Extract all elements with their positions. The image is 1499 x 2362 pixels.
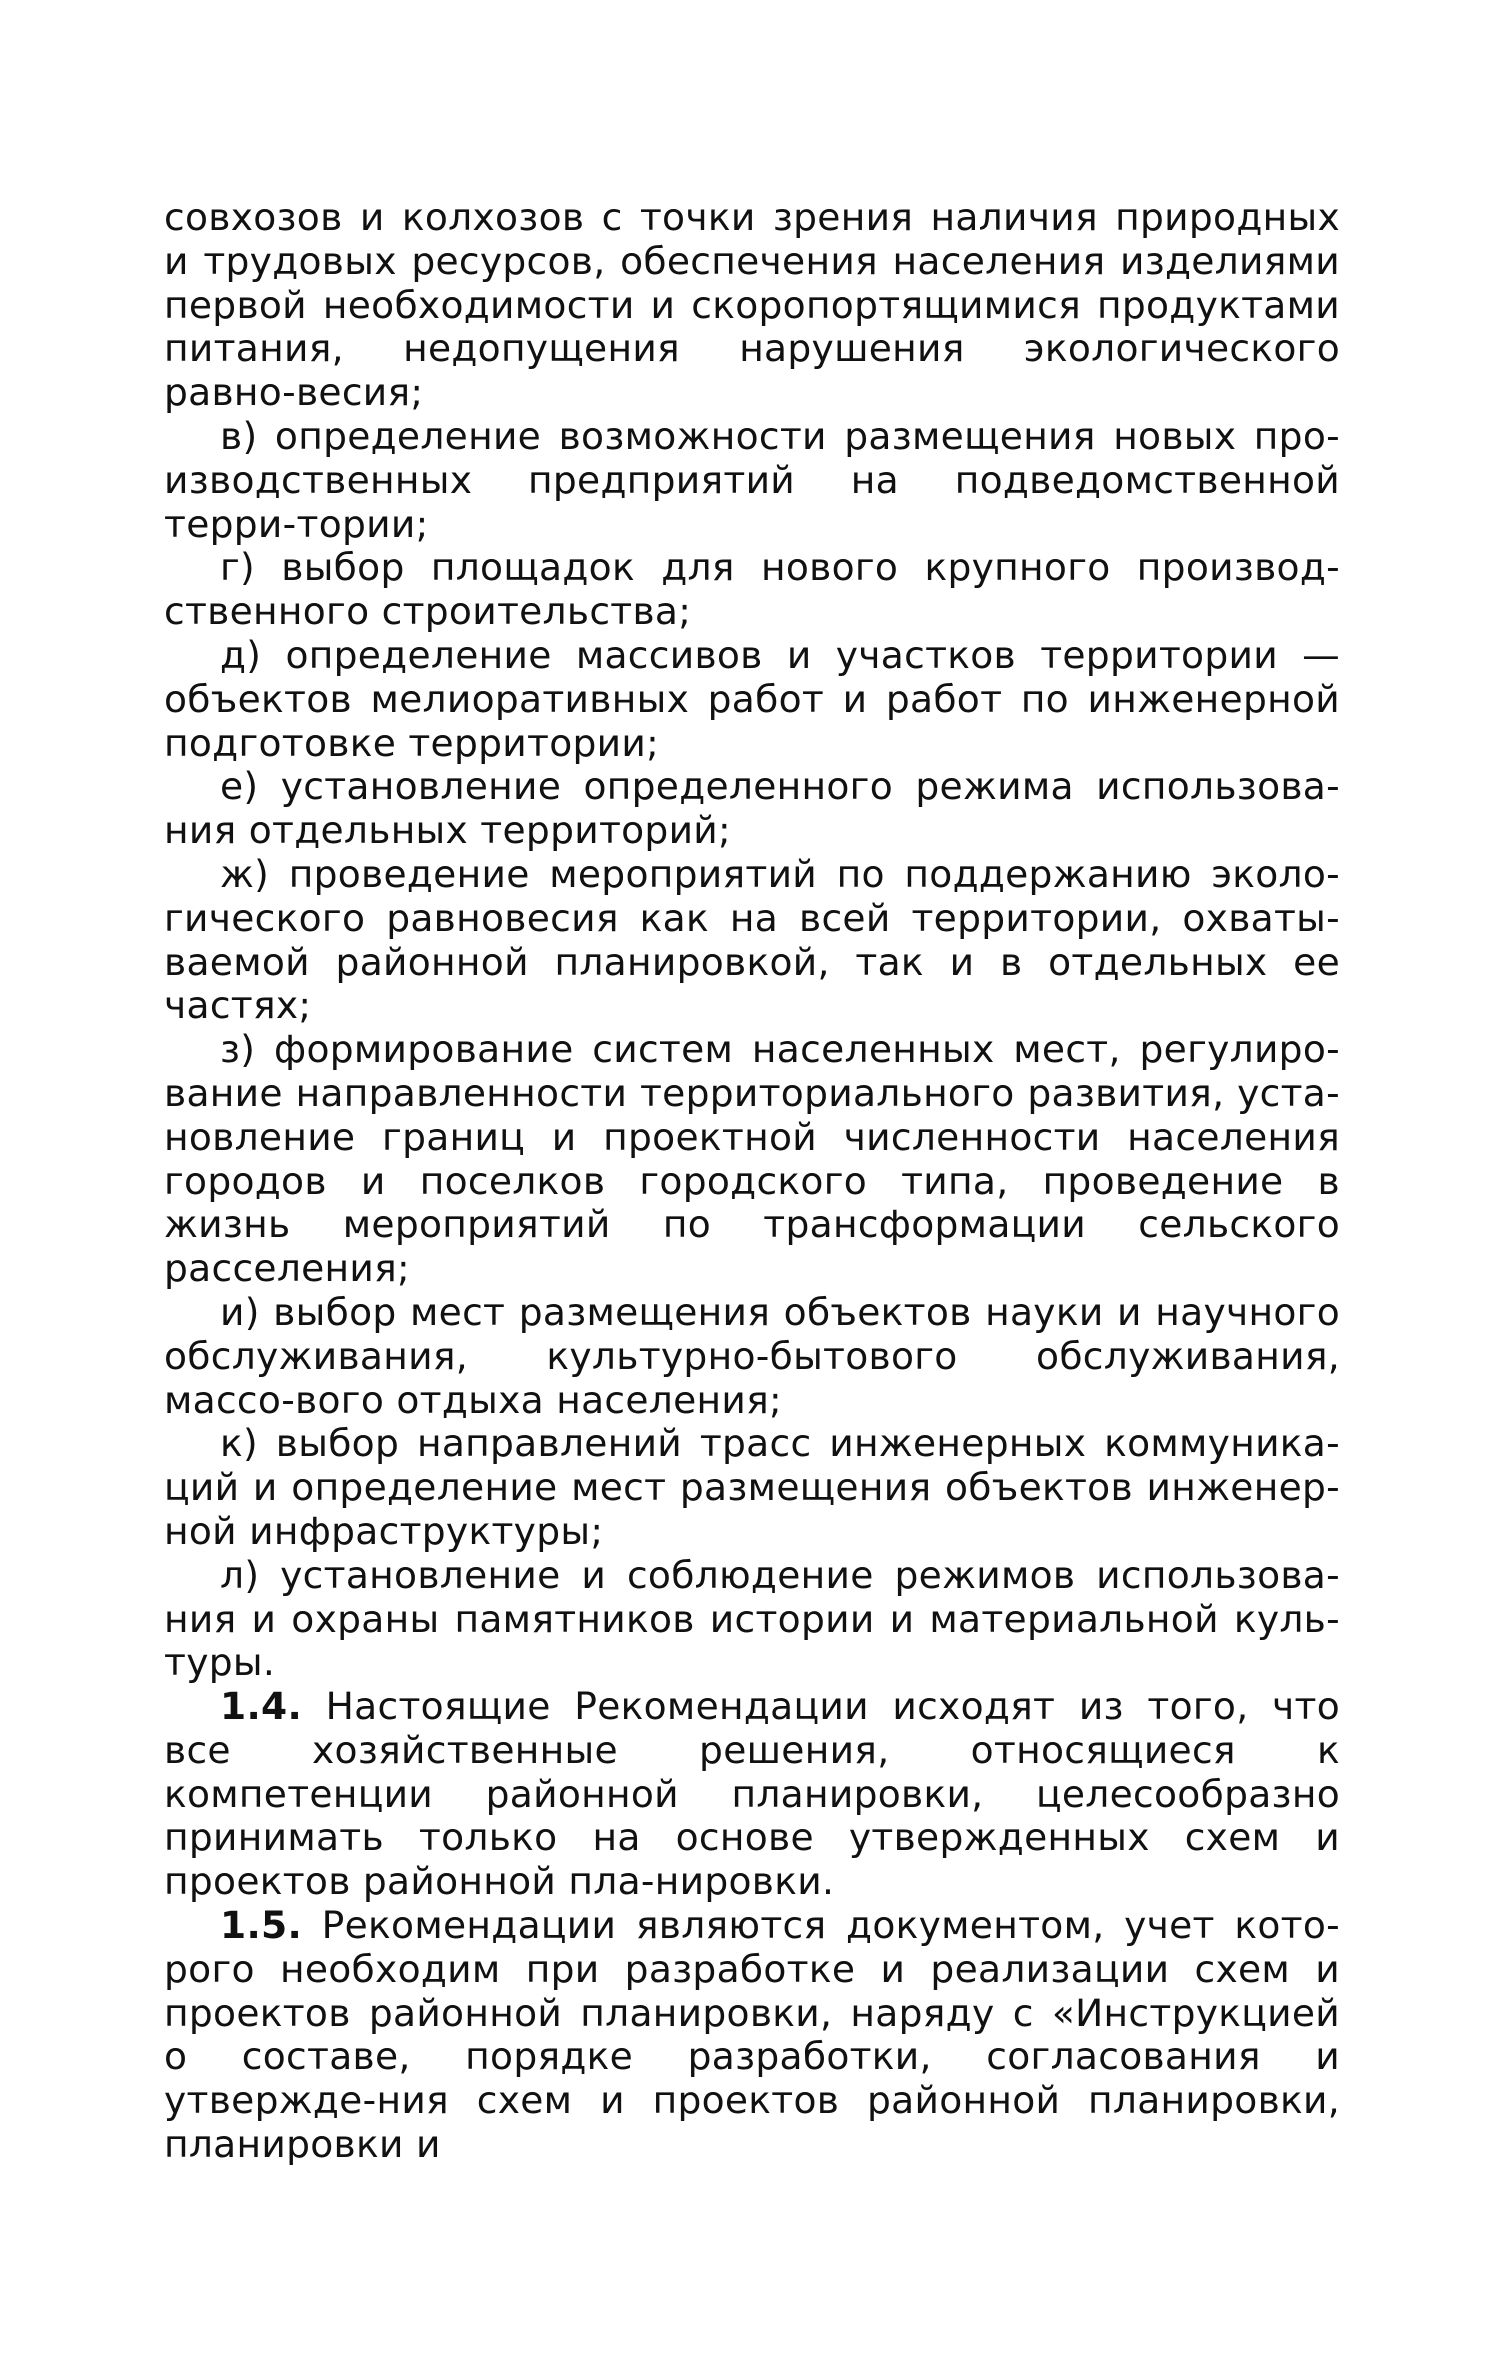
- paragraph-item-e: [164, 765, 1340, 853]
- paragraph-text: ж) проведение мероприятий по поддержанию эколо-гического равновесия как на всей территории, охваты-ваемой районной планировкой, так и в отдельных ее частях;: [164, 851, 1340, 1028]
- document-page: [164, 196, 1340, 2167]
- paragraph-text: совхозов и колхозов с точки зрения наличия природных и трудовых ресурсов, обеспечения населения изделиями первой необходимости и скоропортящимися продуктами питания, недопущения нарушения экологического равно-весия;: [164, 195, 1340, 415]
- paragraph-text: г) выбор площадок для нового крупного производ-ственного строительства;: [164, 545, 1340, 634]
- paragraph-text: к) выбор направлений трасс инженерных коммуника-ций и определение мест размещения объектов инженер-ной инфраструктуры;: [164, 1421, 1340, 1553]
- paragraph-item-zh: [164, 853, 1340, 1028]
- paragraph-item-l: [164, 1554, 1340, 1685]
- paragraph-item-z: [164, 1028, 1340, 1291]
- paragraph-text: е) установление определенного режима использова-ния отдельных территорий;: [164, 764, 1340, 853]
- paragraph-text: Рекомендации являются документом, учет кото-рого необходим при разработке и реализации схем и проектов районной планировки, наряду с «Инструкцией о составе, порядке разработки, согласования и утвержде-ния схем и проектов районной планировки, планировки и: [164, 1903, 1340, 2167]
- paragraph-text: в) определение возможности размещения новых про-изводственных предприятий на подведомственной терри-тории;: [164, 413, 1340, 546]
- paragraph-item-d: [164, 634, 1340, 765]
- paragraph-item-v: [164, 415, 1340, 546]
- paragraph-item-k: [164, 1422, 1340, 1553]
- paragraph-text: з) формирование систем населенных мест, регулиро-вание направленности территориального развития, уста-новление границ и проектной численности населения городов и поселков городского типа, проведение в жизнь мероприятий по трансформации сельского расселения;: [164, 1027, 1340, 1291]
- paragraph-continuation: [164, 196, 1340, 415]
- paragraph-text: д) определение массивов и участков территории — объектов мелиоративных работ и работ по инженерной подготовке территории;: [164, 632, 1340, 765]
- section-number: 1.4.: [220, 1684, 303, 1729]
- paragraph-text: Настоящие Рекомендации исходят из того, что все хозяйственные решения, относящиеся к компетенции районной планировки, целесообразно принимать только на основе утвержденных схем и проектов районной пла-нировки.: [164, 1684, 1340, 1904]
- paragraph-text: л) установление и соблюдение режимов использова-ния и охраны памятников истории и материальной куль-туры.: [164, 1552, 1340, 1685]
- paragraph-section-1-5: [164, 1904, 1340, 2167]
- paragraph-text: и) выбор мест размещения объектов науки и научного обслуживания, культурно-бытового обслуживания, массо-вого отдыха населения;: [164, 1289, 1340, 1422]
- paragraph-item-i: [164, 1291, 1340, 1422]
- paragraph-section-1-4: [164, 1685, 1340, 1904]
- section-number: 1.5.: [220, 1903, 303, 1948]
- paragraph-item-g: [164, 546, 1340, 634]
